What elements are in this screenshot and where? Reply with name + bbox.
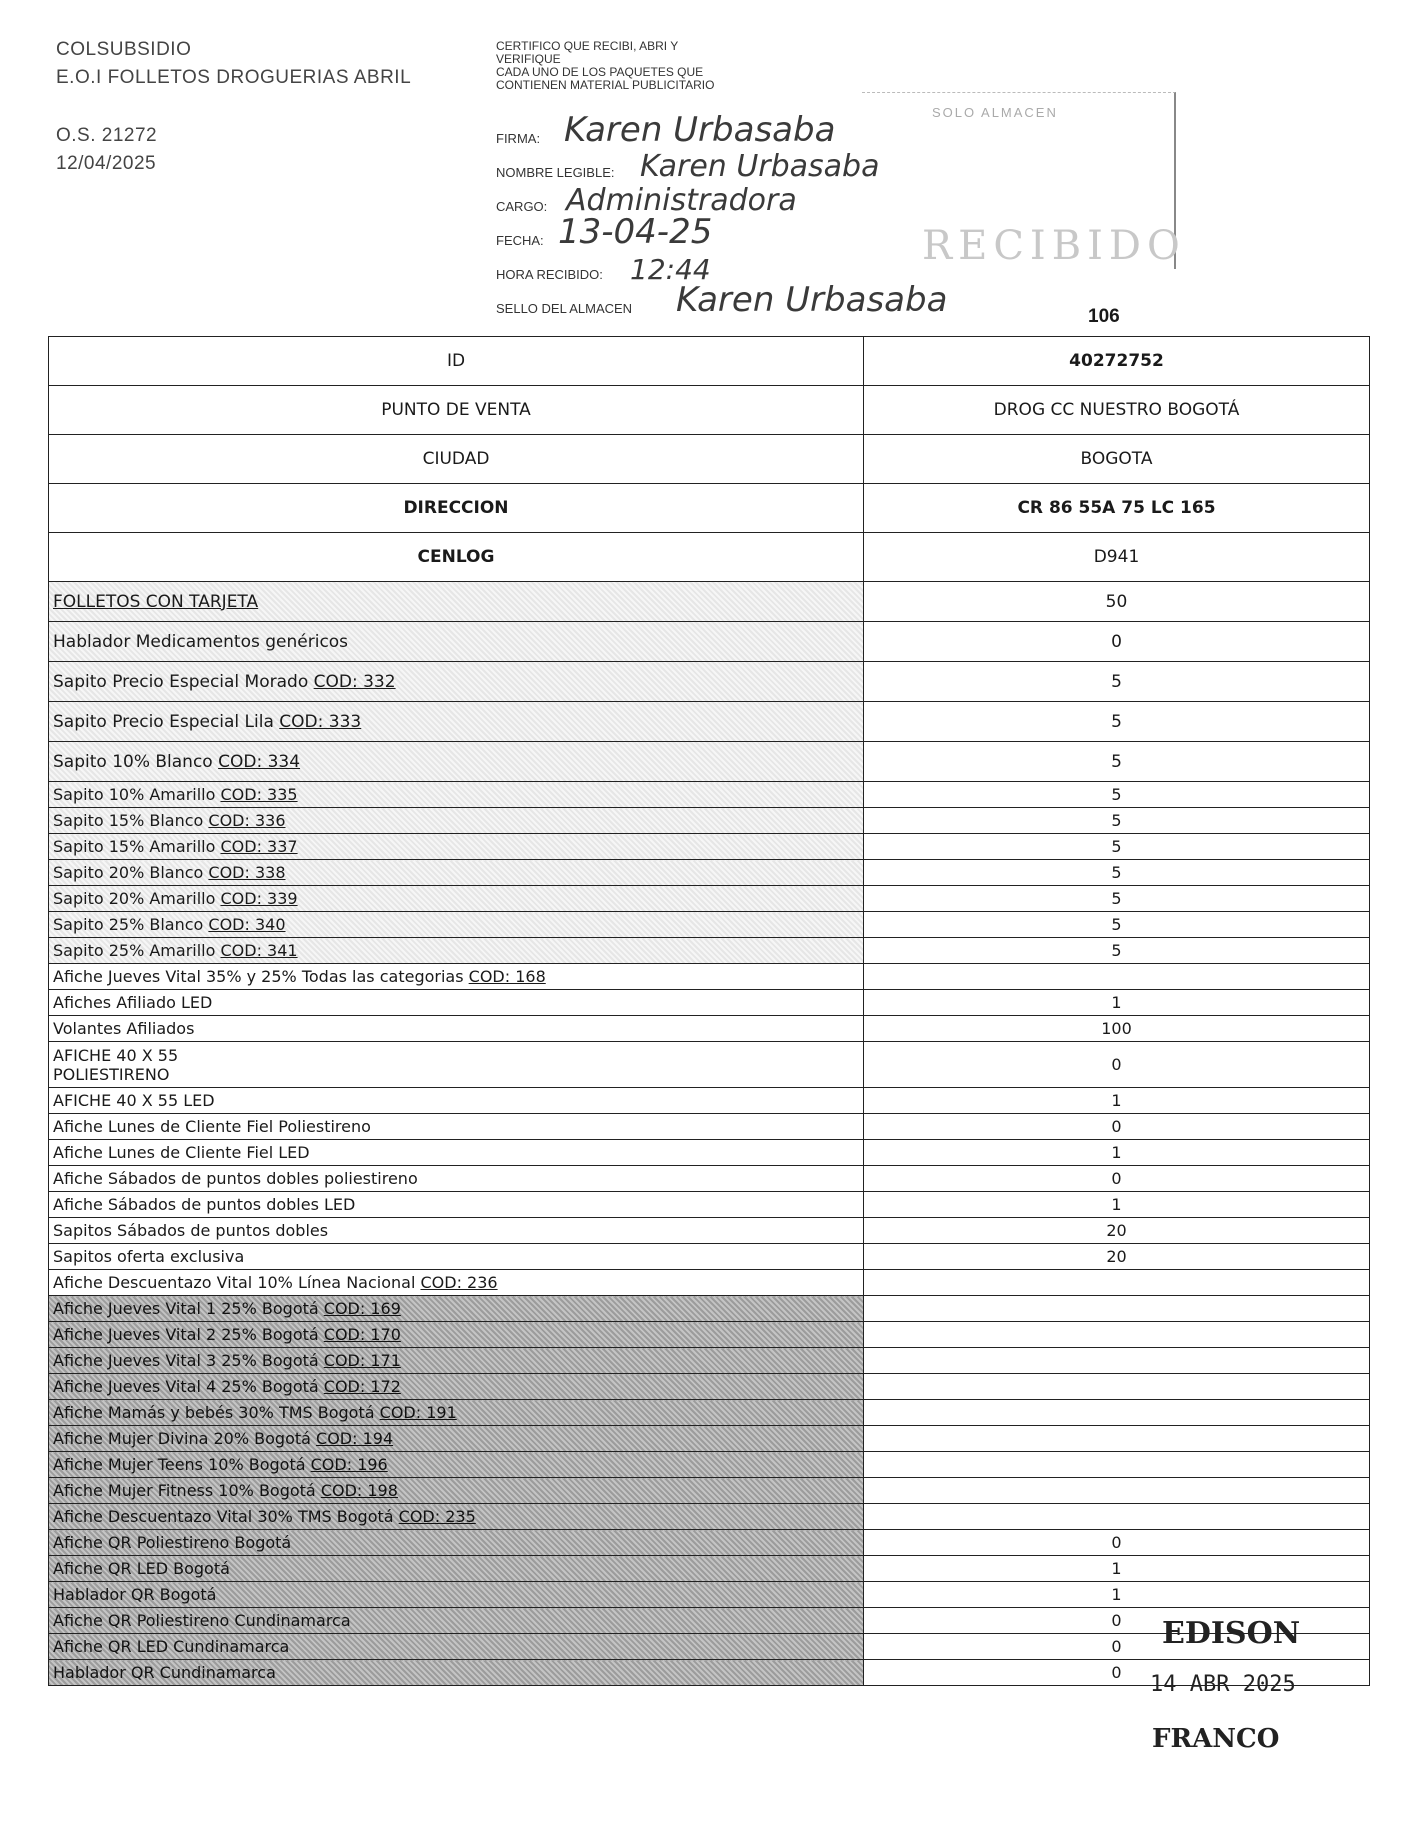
info-row — [49, 533, 1370, 582]
quantity-value: 0 — [1111, 1169, 1122, 1188]
item-code: COD: 198 — [320, 1481, 398, 1500]
field-label: CARGO: — [496, 199, 548, 214]
quantity-value: 5 — [1111, 863, 1122, 882]
item-name-text: Afiches Afiliado LED — [53, 993, 213, 1012]
item-code: COD: 338 — [208, 863, 286, 882]
item-name-text: Afiche QR Poliestireno Bogotá — [53, 1533, 292, 1552]
item-quantity — [864, 1270, 1370, 1296]
item-name — [49, 782, 864, 808]
received-stamp — [862, 92, 1186, 269]
quantity-value: 5 — [1111, 811, 1122, 830]
company-name: COLSUBSIDIO — [56, 39, 192, 60]
item-name-text: Afiche QR LED Cundinamarca — [53, 1637, 290, 1656]
item-row — [49, 860, 1370, 886]
item-row — [49, 938, 1370, 964]
item-name — [49, 1556, 864, 1582]
item-name-text: Afiche Sábados de puntos dobles LED — [53, 1195, 356, 1214]
item-row — [49, 1478, 1370, 1504]
item-name-text: Sapito 15% Blanco — [53, 811, 209, 830]
item-name — [49, 1426, 864, 1452]
quantity-value: 5 — [1111, 941, 1122, 960]
item-name — [49, 1504, 864, 1530]
cert-line: CERTIFICO QUE RECIBI, ABRI Y — [496, 39, 679, 53]
item-row — [49, 622, 1370, 662]
item-name-text: Afiche QR Poliestireno Cundinamarca — [53, 1611, 351, 1630]
item-name-text: Sapito 20% Blanco — [53, 863, 209, 882]
item-name-text: Sapito 25% Amarillo — [53, 941, 221, 960]
item-quantity — [864, 742, 1370, 782]
info-value: CR 86 55A 75 LC 165 — [864, 484, 1370, 533]
quantity-value: 5 — [1111, 889, 1122, 908]
item-row — [49, 742, 1370, 782]
item-name — [49, 1582, 864, 1608]
item-quantity — [864, 1218, 1370, 1244]
item-name-text: Hablador QR Cundinamarca — [53, 1663, 276, 1682]
item-quantity — [864, 1016, 1370, 1042]
item-quantity — [864, 912, 1370, 938]
item-name-line2: POLIESTIRENO — [53, 1064, 170, 1084]
item-code: COD: 337 — [220, 837, 298, 856]
item-row — [49, 1042, 1370, 1088]
item-row — [49, 582, 1370, 622]
info-value: DROG CC NUESTRO BOGOTÁ — [864, 386, 1370, 435]
field-label: SELLO DEL ALMACEN — [496, 301, 633, 316]
item-quantity — [864, 1042, 1370, 1088]
item-name — [49, 1042, 864, 1088]
quantity-value: 50 — [1105, 591, 1128, 612]
item-name-text: Afiche Lunes de Cliente Fiel LED — [53, 1143, 310, 1162]
quantity-value: 1 — [1111, 1559, 1122, 1578]
stamp-date: 14 ABR 2025 — [1150, 1672, 1296, 1697]
item-code: COD: 235 — [398, 1507, 476, 1526]
item-quantity — [864, 1478, 1370, 1504]
quantity-value: 5 — [1111, 915, 1122, 934]
item-code: COD: 170 — [323, 1325, 401, 1344]
handwritten-date: 13-04-25 — [558, 212, 713, 252]
item-quantity — [864, 782, 1370, 808]
item-name-text: Afiche Jueves Vital 35% y 25% Todas las categorias — [53, 967, 469, 986]
quantity-value: 5 — [1111, 785, 1122, 804]
item-name-text: Afiche Jueves Vital 2 25% Bogotá — [53, 1325, 324, 1344]
info-label: ID — [49, 337, 864, 386]
item-quantity — [864, 622, 1370, 662]
item-quantity — [864, 1556, 1370, 1582]
item-name-text: Hablador QR Bogotá — [53, 1585, 217, 1604]
stamp-main-text: RECIBIDO — [922, 223, 1186, 269]
item-quantity — [864, 1114, 1370, 1140]
item-name-text: Sapito 20% Amarillo — [53, 889, 221, 908]
item-row — [49, 1348, 1370, 1374]
quantity-value: 0 — [1111, 1533, 1122, 1552]
item-quantity — [864, 702, 1370, 742]
handwritten-seal-signature: Karen Urbasaba — [676, 280, 948, 320]
item-code: COD: 332 — [313, 671, 396, 692]
item-name-text: Afiche Descuentazo Vital 30% TMS Bogotá — [53, 1507, 399, 1526]
item-code: COD: 334 — [218, 751, 301, 772]
info-label: PUNTO DE VENTA — [49, 386, 864, 435]
item-name-text: Afiche Mujer Divina 20% Bogotá — [53, 1429, 317, 1448]
item-name — [49, 1400, 864, 1426]
item-name — [49, 1608, 864, 1634]
item-name-text: Sapito Precio Especial Morado — [53, 671, 314, 692]
quantity-value: 0 — [1111, 1663, 1122, 1682]
item-name-text: Sapito Precio Especial Lila — [53, 711, 280, 732]
item-quantity — [864, 1452, 1370, 1478]
item-quantity — [864, 1192, 1370, 1218]
item-name-text: Sapitos Sábados de puntos dobles — [53, 1221, 329, 1240]
item-code: COD: 172 — [323, 1377, 401, 1396]
quantity-value: 100 — [1101, 1019, 1132, 1038]
item-code: COD: 333 — [279, 711, 362, 732]
item-name — [49, 938, 864, 964]
info-value: BOGOTA — [864, 435, 1370, 484]
item-name-text: Afiche QR LED Bogotá — [53, 1559, 230, 1578]
item-row — [49, 1452, 1370, 1478]
item-code: COD: 196 — [310, 1455, 388, 1474]
quantity-value: 0 — [1111, 1055, 1122, 1074]
item-row — [49, 1270, 1370, 1296]
info-label: CIUDAD — [49, 435, 864, 484]
item-quantity — [864, 1244, 1370, 1270]
store-seal-row — [496, 280, 1056, 322]
item-code: COD: 339 — [220, 889, 298, 908]
handwritten-signature: Karen Urbasaba — [564, 110, 836, 150]
quantity-value: 5 — [1111, 671, 1122, 692]
handwritten-name: Karen Urbasaba — [640, 149, 880, 184]
item-name — [49, 860, 864, 886]
item-row — [49, 1016, 1370, 1042]
item-name-text: Afiche Lunes de Cliente Fiel Poliestireno — [53, 1117, 371, 1136]
document-subject: E.O.I FOLLETOS DROGUERIAS ABRIL — [56, 67, 412, 88]
quantity-value: 1 — [1111, 1143, 1122, 1162]
item-name — [49, 1348, 864, 1374]
item-name — [49, 886, 864, 912]
item-name-text: Afiche Mamás y bebés 30% TMS Bogotá — [53, 1403, 380, 1422]
handwritten-position: Administradora — [566, 183, 797, 218]
item-name-text: Afiche Sábados de puntos dobles poliestireno — [53, 1169, 418, 1188]
quantity-value: 5 — [1111, 711, 1122, 732]
item-row — [49, 990, 1370, 1016]
info-row — [49, 337, 1370, 386]
item-row — [49, 782, 1370, 808]
item-row — [49, 1166, 1370, 1192]
quantity-value: 0 — [1111, 1611, 1122, 1630]
item-row — [49, 1400, 1370, 1426]
info-value: 40272752 — [864, 337, 1370, 386]
item-quantity — [864, 1504, 1370, 1530]
item-row — [49, 662, 1370, 702]
certification-text — [496, 40, 714, 92]
cert-line: VERIFIQUE — [496, 52, 561, 66]
item-code: COD: 335 — [220, 785, 298, 804]
item-name — [49, 1322, 864, 1348]
item-quantity — [864, 1374, 1370, 1400]
item-quantity — [864, 886, 1370, 912]
item-code: COD: 171 — [323, 1351, 401, 1370]
item-quantity — [864, 1530, 1370, 1556]
info-label: DIRECCION — [49, 484, 864, 533]
quantity-value: 0 — [1111, 1117, 1122, 1136]
quantity-value: 20 — [1106, 1221, 1127, 1240]
item-name — [49, 1140, 864, 1166]
item-quantity — [864, 808, 1370, 834]
item-name-text: Afiche Jueves Vital 1 25% Bogotá — [53, 1299, 324, 1318]
item-name — [49, 582, 864, 622]
stamp-top-text: SOLO ALMACEN — [932, 105, 1058, 120]
item-row — [49, 1140, 1370, 1166]
item-code: COD: 336 — [208, 811, 286, 830]
item-name — [49, 1244, 864, 1270]
item-name-text: Afiche Jueves Vital 3 25% Bogotá — [53, 1351, 324, 1370]
item-row — [49, 1218, 1370, 1244]
cert-line: CADA UNO DE LOS PAQUETES QUE — [496, 65, 704, 79]
item-row — [49, 1192, 1370, 1218]
item-name-text: AFICHE 40 X 55 LED — [53, 1091, 215, 1110]
item-name — [49, 1634, 864, 1660]
item-quantity — [864, 1582, 1370, 1608]
item-quantity — [864, 990, 1370, 1016]
item-row — [49, 1530, 1370, 1556]
delivery-table — [48, 336, 1370, 1686]
info-row — [49, 386, 1370, 435]
item-quantity — [864, 1322, 1370, 1348]
page-number: 106 — [1088, 306, 1120, 327]
item-name — [49, 1016, 864, 1042]
item-code: COD: 168 — [468, 967, 546, 986]
item-row — [49, 1322, 1370, 1348]
item-name — [49, 1218, 864, 1244]
info-row — [49, 484, 1370, 533]
item-name — [49, 702, 864, 742]
stamp-name: EDISON — [1162, 1616, 1301, 1651]
item-name — [49, 1192, 864, 1218]
item-quantity — [864, 1296, 1370, 1322]
document-date: 12/04/2025 — [56, 153, 157, 174]
item-code: COD: 340 — [208, 915, 286, 934]
quantity-value: 1 — [1111, 1195, 1122, 1214]
item-name-text: Sapito 10% Amarillo — [53, 785, 221, 804]
item-quantity — [864, 834, 1370, 860]
item-row — [49, 1426, 1370, 1452]
item-name-text: Sapito 15% Amarillo — [53, 837, 221, 856]
item-name — [49, 1660, 864, 1686]
item-name-text: Sapito 10% Blanco — [53, 751, 219, 772]
item-row — [49, 1582, 1370, 1608]
item-name-text: FOLLETOS CON TARJETA — [53, 591, 259, 612]
item-name — [49, 1452, 864, 1478]
item-name — [49, 1530, 864, 1556]
field-label: HORA RECIBIDO: — [496, 267, 603, 282]
stamp-surname: FRANCO — [1152, 1724, 1280, 1754]
item-name — [49, 1296, 864, 1322]
item-name — [49, 964, 864, 990]
item-quantity — [864, 662, 1370, 702]
item-row — [49, 1296, 1370, 1322]
item-name — [49, 742, 864, 782]
item-row — [49, 702, 1370, 742]
item-row — [49, 834, 1370, 860]
field-label: FIRMA: — [496, 131, 541, 146]
info-label: CENLOG — [49, 533, 864, 582]
quantity-value: 5 — [1111, 837, 1122, 856]
item-name-text: Afiche Mujer Fitness 10% Bogotá — [53, 1481, 321, 1500]
item-row — [49, 1244, 1370, 1270]
item-row — [49, 1088, 1370, 1114]
item-row — [49, 1556, 1370, 1582]
item-quantity — [864, 1348, 1370, 1374]
item-quantity — [864, 1166, 1370, 1192]
item-code: COD: 236 — [420, 1273, 498, 1292]
quantity-value: 0 — [1111, 1637, 1122, 1656]
item-row — [49, 964, 1370, 990]
item-name — [49, 912, 864, 938]
handwritten-time: 12:44 — [630, 253, 711, 286]
item-code: COD: 341 — [220, 941, 298, 960]
quantity-value: 1 — [1111, 1585, 1122, 1604]
item-code: COD: 191 — [379, 1403, 457, 1422]
info-row — [49, 435, 1370, 484]
item-name-text: Afiche Jueves Vital 4 25% Bogotá — [53, 1377, 324, 1396]
item-name-text: Sapito 25% Blanco — [53, 915, 209, 934]
item-code: COD: 169 — [323, 1299, 401, 1318]
quantity-value: 0 — [1111, 631, 1122, 652]
item-name — [49, 1270, 864, 1296]
item-name-text: Hablador Medicamentos genéricos — [53, 631, 349, 652]
item-quantity — [864, 1426, 1370, 1452]
order-number: O.S. 21272 — [56, 125, 158, 146]
item-quantity — [864, 964, 1370, 990]
item-name — [49, 1088, 864, 1114]
quantity-value: 1 — [1111, 1091, 1122, 1110]
item-code: COD: 194 — [316, 1429, 394, 1448]
item-name — [49, 808, 864, 834]
item-name — [49, 990, 864, 1016]
header-left — [56, 36, 411, 178]
item-name-text: AFICHE 40 X 55 — [53, 1045, 179, 1065]
quantity-value: 1 — [1111, 993, 1122, 1012]
info-value: D941 — [864, 533, 1370, 582]
item-name-text: Volantes Afiliados — [53, 1019, 195, 1038]
item-row — [49, 1504, 1370, 1530]
item-name — [49, 662, 864, 702]
item-name-text: Afiche Mujer Teens 10% Bogotá — [53, 1455, 311, 1474]
item-quantity — [864, 1400, 1370, 1426]
item-row — [49, 886, 1370, 912]
item-name-text: Afiche Descuentazo Vital 10% Línea Nacional — [53, 1273, 421, 1292]
item-quantity — [864, 860, 1370, 886]
item-name — [49, 1166, 864, 1192]
item-name-text: Sapitos oferta exclusiva — [53, 1247, 245, 1266]
item-quantity — [864, 582, 1370, 622]
item-row — [49, 1374, 1370, 1400]
item-row — [49, 808, 1370, 834]
cert-line: CONTIENEN MATERIAL PUBLICITARIO — [496, 78, 715, 92]
quantity-value: 20 — [1106, 1247, 1127, 1266]
field-label: NOMBRE LEGIBLE: — [496, 165, 615, 180]
item-quantity — [864, 1088, 1370, 1114]
field-label: FECHA: — [496, 233, 544, 248]
item-name — [49, 1114, 864, 1140]
item-quantity — [864, 1140, 1370, 1166]
item-quantity — [864, 938, 1370, 964]
item-name — [49, 834, 864, 860]
item-name — [49, 1374, 864, 1400]
item-row — [49, 912, 1370, 938]
item-row — [49, 1114, 1370, 1140]
quantity-value: 5 — [1111, 751, 1122, 772]
item-name — [49, 1478, 864, 1504]
item-name — [49, 622, 864, 662]
